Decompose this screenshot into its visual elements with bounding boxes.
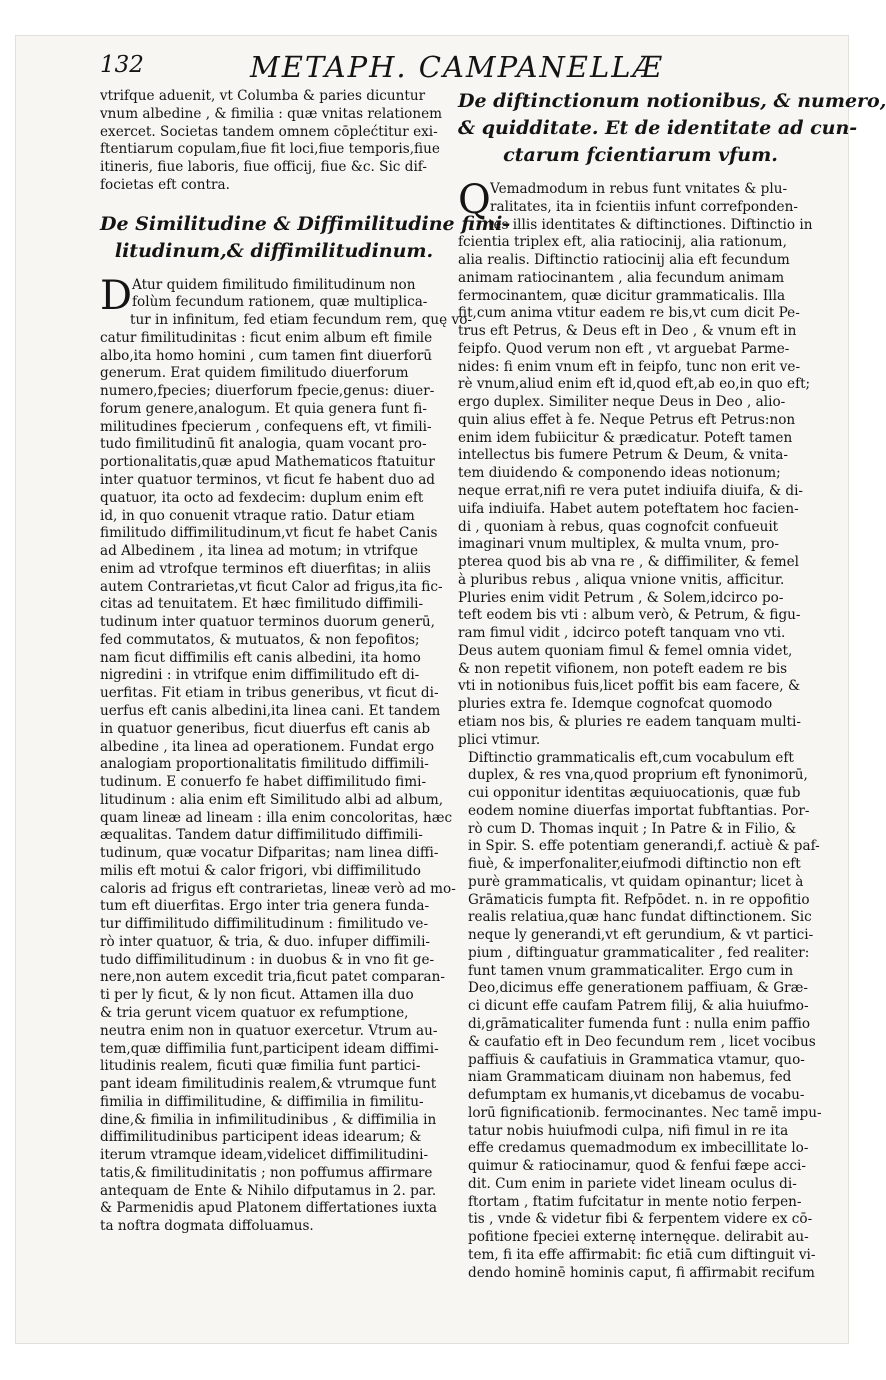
text-line: diffimilitudinibus participent ideas idearum; & bbox=[100, 1129, 422, 1146]
running-title: METAPH. CAMPANELLÆ bbox=[250, 50, 664, 84]
text-line: duplex, & res vna,quod proprium eft fynonimorū, bbox=[468, 767, 808, 784]
text-line: defumptam ex humanis,vt dicebamus de vocabu- bbox=[468, 1087, 805, 1104]
text-line: vnum albedine , & fimilia : quæ vnitas relationem bbox=[100, 105, 443, 122]
text-line: focietas eft contra. bbox=[100, 176, 230, 193]
text-line: effe credamus quemadmodum ex imbecillitate lo- bbox=[468, 1140, 809, 1157]
text-line: tur in infinitum, fed etiam fecundum rem, quę vo- bbox=[130, 312, 472, 329]
text-line: enim ad vtrofque terminos eft diuerfitas; in aliis bbox=[100, 560, 431, 577]
text-line: niam Grammaticam diuinam non habemus, fed bbox=[468, 1069, 792, 1086]
text-line: paffiuis & caufatiuis in Grammatica vtamur, quo- bbox=[468, 1051, 805, 1068]
text-line: lorū fignificationib. fermocinantes. Nec tamē impu- bbox=[468, 1104, 822, 1121]
text-line: exercet. Societas tandem omnem cōplećtitur exi- bbox=[100, 123, 438, 140]
text-line: tem, fi ita effe affirmabit: fic etiā cum diftinguit vi- bbox=[468, 1246, 816, 1263]
heading-line: ctarum fcientiarum vfum. bbox=[503, 144, 778, 166]
text-line: tatis,& fimilitudinitatis ; non poffumus affirmare bbox=[100, 1164, 433, 1181]
text-line: portionalitatis,quæ apud Mathematicos ftatuitur bbox=[100, 454, 435, 471]
text-line: iterum vtramque ideam,videlicet diffimilitudini- bbox=[100, 1147, 429, 1164]
text-line: eodem nomine diuerfas importat fubftantias. Por- bbox=[468, 802, 810, 819]
text-line: fcientia triplex eft, alia ratiocinij, alia rationum, bbox=[458, 234, 787, 251]
text-line: nigredini : in vtrifque enim diffimilitudo eft di- bbox=[100, 667, 420, 684]
text-line: catur fimilitudinitas : ficut enim album eft fimile bbox=[100, 329, 433, 346]
text-line: nere,non autem excedit tria,ficut patet comparan- bbox=[100, 969, 445, 986]
text-line: quimur & ratiocinamur, quod & fenfui fæpe acci- bbox=[468, 1158, 806, 1175]
text-line: rè vnum,aliud enim eft id,quod eft,ab eo,in quo eft; bbox=[458, 376, 811, 393]
right-section-heading bbox=[458, 88, 886, 169]
text-line: & Parmenidis apud Platonem differtationes iuxta bbox=[100, 1200, 438, 1217]
text-line: caloris ad frigus eft contrarietas, lineæ verò ad mo- bbox=[100, 880, 456, 897]
text-line: ralitates, ita in fcientiis infunt correfponden- bbox=[490, 198, 798, 215]
text-line: plici vtimur. bbox=[458, 731, 541, 748]
text-line: ad Albedinem , ita linea ad motum; in vtrifque bbox=[100, 543, 419, 560]
text-line: vtrifque aduenit, vt Columba & paries dicuntur bbox=[100, 88, 426, 104]
text-line: à pluribus rebus , aliqua vnione vnitis, afficitur. bbox=[458, 571, 785, 588]
text-line: alia realis. Diftinctio ratiocinij alia eft fecundum bbox=[458, 252, 790, 269]
right-second-paragraph bbox=[458, 750, 823, 1283]
text-line: fed commutatos, & mutuatos, & non fepofitos; bbox=[100, 631, 420, 648]
text-line: ftentiarum copulam,fiue fit loci,fiue temporis,fiue bbox=[100, 141, 440, 158]
text-line: fiuè, & imperfonaliter,eiufmodi diftinctio non eft bbox=[468, 856, 801, 873]
text-line: forum genere,analogum. Et quia genera funt fi- bbox=[100, 400, 427, 417]
text-line: uerfus eft canis albedini,ita linea cani. Et tandem bbox=[100, 702, 441, 719]
text-line: Diftinctio grammaticalis eft,cum vocabulum eft bbox=[468, 749, 794, 766]
text-line: animam ratiocinantem , alia fecundum animam bbox=[458, 269, 785, 286]
text-line: ram fimul vidit , idcirco poteft tanquam vno vti. bbox=[458, 625, 786, 642]
text-line: Atur quidem fimilitudo fimilitudinum non bbox=[132, 276, 416, 293]
text-line: fimilitudo diffimilitudinum,vt ficut fe habet Canis bbox=[100, 525, 438, 542]
text-line: albo,ita homo homini , cum tamen fint diuerforū bbox=[100, 347, 433, 364]
text-line: purè grammaticalis, vt quidam opinantur; licet à bbox=[468, 873, 804, 890]
text-line: realis relatiua,quæ hanc fundat diftinctionem. Sic bbox=[468, 909, 812, 926]
text-line: ftortam , ftatim fufcitatur in mente notio ferpen- bbox=[468, 1193, 802, 1210]
text-line: Deo,dicimus effe generationem paffiuam, & Græ- bbox=[468, 980, 808, 997]
text-line: inter quatuor terminos, vt ficut fe habent duo ad bbox=[100, 472, 436, 489]
text-line: nam ficut diffimilis eft canis albedini, ita homo bbox=[100, 649, 421, 666]
heading-line: De Similitudine & Diffimilitudine fimi- bbox=[100, 212, 511, 235]
text-line: Pluries enim vidit Petrum , & Solem,idcirco po- bbox=[458, 589, 784, 606]
left-drop-cap: D bbox=[100, 272, 133, 319]
text-line: citas ad tenuitatem. Et hæc fimilitudo diffimili- bbox=[100, 596, 424, 613]
text-line: enim idem fubiicitur & prædicatur. Poteft tamen bbox=[458, 429, 793, 446]
text-line: uifa indiuifa. Habet autem poteftatem hoc facien- bbox=[458, 500, 799, 517]
text-line: pant ideam fimilitudinis realem,& vtrumque funt bbox=[100, 1076, 437, 1093]
text-line: imaginari vnum multiplex, & multa vnum, pro- bbox=[458, 536, 780, 553]
text-line: tem diuidendo & componendo ideas notionum; bbox=[458, 465, 781, 482]
text-line: intellectus bis fumere Petrum & Deum, & vnita- bbox=[458, 447, 788, 464]
text-line: tudinum, quæ vocatur Difparitas; nam linea diffi- bbox=[100, 845, 439, 862]
right-first-paragraph bbox=[458, 177, 823, 750]
left-section-heading bbox=[100, 211, 511, 265]
text-line: rò cum D. Thomas inquit ; In Patre & in Filio, & bbox=[468, 820, 797, 837]
text-line: in quatuor generibus, ficut diuerfus eft canis ab bbox=[100, 720, 431, 737]
text-line: autem Contrarietas,vt ficut Calor ad frigus,ita fic- bbox=[100, 578, 443, 595]
text-line: numero,fpecies; diuerforum fpecie,genus: diuer- bbox=[100, 383, 435, 400]
heading-line: litudinum,& diffimilitudinum. bbox=[114, 239, 434, 262]
page-header bbox=[100, 50, 820, 90]
text-line: fit,cum anima vtitur eadem re bis,vt cum dicit Pe- bbox=[458, 305, 800, 322]
text-line: trus eft Petrus, & Deus eft in Deo , & vnum eft in bbox=[458, 323, 797, 340]
text-line: tur diffimilitudo diffimilitudinum : fimilitudo ve- bbox=[100, 916, 429, 933]
text-line: ci dicunt effe caufam Patrem filij, & alia huiufmo- bbox=[468, 998, 809, 1015]
text-line: tudo diffimilitudinum : in duobus & in vno fit ge- bbox=[100, 951, 435, 968]
text-line: & caufatio eft in Deo fecundum rem , licet vocibus bbox=[468, 1033, 816, 1050]
left-main-paragraph bbox=[100, 272, 472, 1236]
text-line: neque ly generandi,vt eft gerundium, & vt partici- bbox=[468, 927, 814, 944]
text-line: funt tamen vnum grammaticaliter. Ergo cum in bbox=[468, 962, 794, 979]
text-line: di , quoniam à rebus, quas cognofcit confueuit bbox=[458, 518, 779, 535]
text-line: dit. Cum enim in pariete videt lineam oculus di- bbox=[468, 1175, 797, 1192]
text-line: tis , vnde & videtur fibi & ferpentem videre ex cō- bbox=[468, 1211, 813, 1228]
text-line: tes illis identitates & diftinctiones. Diftinctio in bbox=[488, 216, 813, 233]
text-line: æqualitas. Tandem datur diffimilitudo diffimili- bbox=[100, 827, 423, 844]
text-line: albedine , ita linea ad operationem. Fundat ergo bbox=[100, 738, 435, 755]
text-line: litudinum : alia enim eft Similitudo albi ad album, bbox=[100, 791, 444, 808]
text-line: litudinis realem, ficuti quæ fimilia funt partici- bbox=[100, 1058, 421, 1075]
text-line: neque errat,nifi re vera putet indiuifa diuifa, & di- bbox=[458, 483, 804, 500]
text-line: quin alius effet à fe. Neque Petrus eft Petrus:non bbox=[458, 411, 796, 428]
text-line: antequam de Ente & Nihilo difputamus in 2. par. bbox=[100, 1182, 437, 1199]
right-drop-cap: Q bbox=[458, 177, 491, 223]
text-line: pluries extra fe. Idemque cognofcat quomodo bbox=[458, 696, 773, 713]
text-line: uerfitas. Fit etiam in tribus generibus, vt ficut di- bbox=[100, 685, 439, 702]
text-line: rò inter quatuor, & tria, & duo. infuper diffimili- bbox=[100, 933, 431, 950]
text-line: nides: fi enim vnum eft in feipfo, tunc non erit ve- bbox=[458, 358, 801, 375]
right-column bbox=[458, 88, 886, 1282]
text-line: pofitione fpeciei externę internęque. delirabit au- bbox=[468, 1229, 809, 1246]
text-line: ta noftra dogmata diffoluamus. bbox=[100, 1218, 314, 1235]
text-line: vti in notionibus fuis,licet poffit bis eam facere, & bbox=[458, 678, 801, 695]
text-line: dine,& fimilia in infimilitudinibus , & diffimilia in bbox=[100, 1111, 437, 1128]
page-number: 132 bbox=[100, 52, 144, 78]
text-line: di,grāmaticaliter fumenda funt : nulla enim paffio bbox=[468, 1015, 811, 1032]
text-line: tum eft diuerfitas. Ergo inter tria genera funda- bbox=[100, 898, 430, 915]
text-line: fimilia in diffimilitudine, & diffimilia in fimilitu- bbox=[100, 1093, 424, 1110]
text-line: quatuor, ita octo ad fexdecim: duplum enim eft bbox=[100, 489, 424, 506]
text-line: neutra enim non in quatuor exercetur. Vtrum au- bbox=[100, 1022, 438, 1039]
text-line: in Spir. S. effe potentiam generandi,f. actiuè & paf- bbox=[468, 838, 820, 855]
text-line: dendo hominē hominis caput, fi affirmabit recifum bbox=[468, 1264, 815, 1281]
text-line: id, in quo conuenit vtraque ratio. Datur etiam bbox=[100, 507, 415, 524]
text-line: teft eodem bis vti : album verò, & Petrum, & figu- bbox=[458, 607, 801, 624]
text-line: tatur nobis huiufmodi culpa, nifi fimul in re ita bbox=[468, 1122, 789, 1139]
text-line: analogiam proportionalitatis fimilitudo diffimili- bbox=[100, 756, 429, 773]
text-line: cui opponitur identitas æquiuocationis, quæ fub bbox=[468, 785, 801, 802]
text-line: tem,quæ diffimilia funt,participent ideam diffimi- bbox=[100, 1040, 439, 1057]
book-page bbox=[16, 36, 886, 1343]
text-line: & non repetit vifionem, non poteft eadem re bis bbox=[458, 660, 788, 677]
text-line: feipfo. Quod verum non eft , vt arguebat Parme- bbox=[458, 340, 790, 357]
text-line: pterea quod bis ab vna re , & diffimiliter, & femel bbox=[458, 554, 800, 571]
text-line: quam lineæ ad lineam : illa enim concoloritas, hæc bbox=[100, 809, 453, 826]
text-line: Deus autem quoniam fimul & femel omnia videt, bbox=[458, 642, 793, 659]
text-line: Grāmaticis fumpta fit. Refpōdet. n. in re oppofitio bbox=[468, 891, 810, 908]
text-line: etiam nos bis, & pluries re eadem tanquam multi- bbox=[458, 713, 801, 730]
text-line: folùm fecundum rationem, quæ multiplica- bbox=[132, 294, 428, 311]
text-line: ergo duplex. Similiter neque Deus in Deo , alio- bbox=[458, 394, 786, 411]
text-line: & tria gerunt vicem quatuor ex refumptione, bbox=[100, 1004, 409, 1021]
left-intro-paragraph bbox=[100, 88, 448, 195]
text-line: tudinum. E conuerfo fe habet diffimilitudo fimi- bbox=[100, 774, 427, 791]
text-line: fermocinantem, quæ dicitur grammaticalis. Illa bbox=[458, 287, 786, 304]
text-line: ti per ly ficut, & ly non ficut. Attamen illa duo bbox=[100, 987, 414, 1004]
text-line: generum. Erat quidem fimilitudo diuerforum bbox=[100, 365, 409, 382]
heading-line: & quidditate. Et de identitate ad cun- bbox=[458, 117, 858, 139]
text-line: militudines fpecierum , confequens eft, vt fimili- bbox=[100, 418, 432, 435]
text-line: pium , diftinguatur grammaticaliter , fed realiter: bbox=[468, 944, 810, 961]
text-line: tudinum inter quatuor terminos duorum generū, bbox=[100, 614, 435, 631]
heading-line: De diftinctionum notionibus, & numero, bbox=[458, 90, 886, 112]
text-line: Vemadmodum in rebus funt vnitates & plu- bbox=[490, 181, 788, 197]
text-line: itineris, fiue laboris, fiue officij, fiue &c. Sic dif- bbox=[100, 159, 427, 176]
text-line: milis eft motui & calor frigori, vbi diffimilitudo bbox=[100, 862, 421, 879]
text-line: tudo fimilitudinū fit analogia, quam vocant pro- bbox=[100, 436, 427, 453]
